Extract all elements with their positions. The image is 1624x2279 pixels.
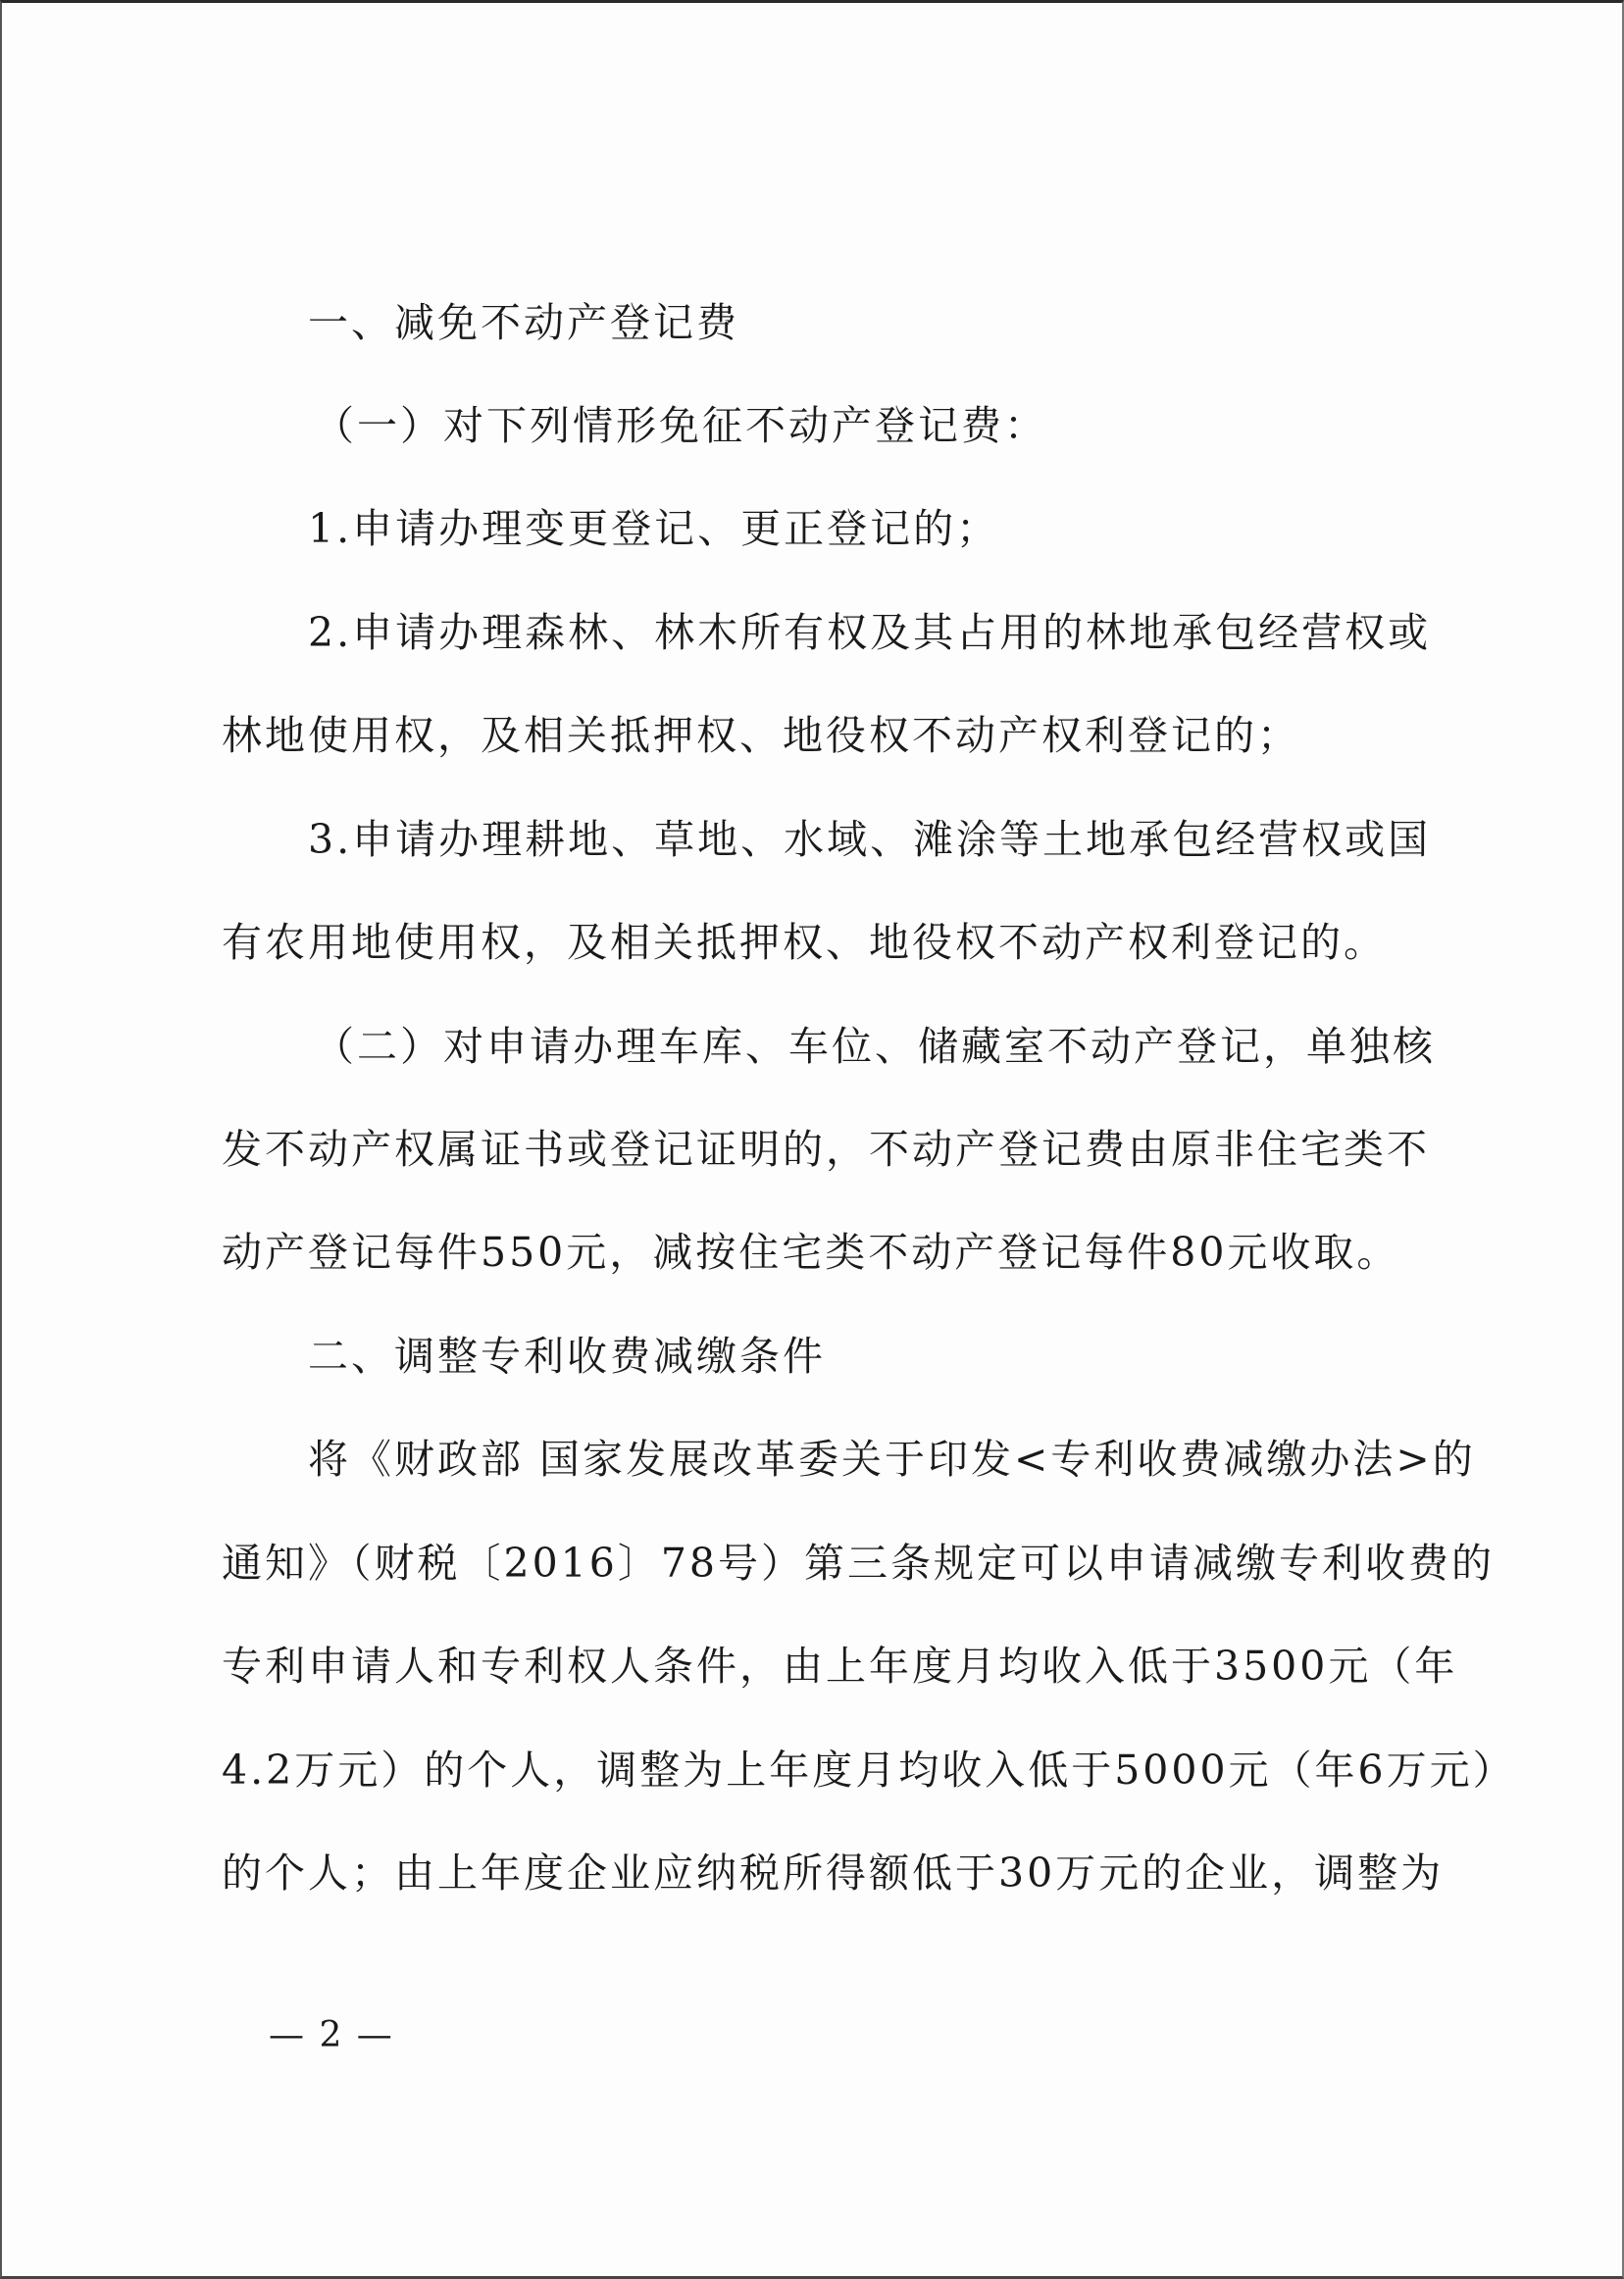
text-line: 2.申请办理森林、林木所有权及其占用的林地承包经营权或 [308, 609, 1432, 656]
text-line: 通知》（财税〔2016〕78号）第三条规定可以申请减缴专利收费的 [222, 1540, 1496, 1587]
text-line: 的个人；由上年度企业应纳税所得额低于30万元的企业，调整为 [222, 1849, 1445, 1897]
text-line: 1.申请办理变更登记、更正登记的； [308, 505, 1000, 552]
page-number: — 2 — [269, 2015, 394, 2055]
text-line: 4.2万元）的个人，调整为上年度月均收入低于5000元（年6万元） [222, 1747, 1516, 1794]
text-line: 发不动产权属证书或登记证明的，不动产登记费由原非住宅类不 [222, 1126, 1430, 1173]
text-line: 有农用地使用权，及相关抵押权、地役权不动产权利登记的。 [222, 919, 1387, 966]
text-line: 动产登记每件550元，减按住宅类不动产登记每件80元收取。 [222, 1229, 1400, 1276]
section-heading-2: 二、调整专利收费减缴条件 [308, 1333, 826, 1380]
subsection-heading-2: （二）对申请办理车库、车位、储藏室不动产登记，单独核 [314, 1023, 1436, 1070]
text-line: 专利申请人和专利权人条件，由上年度月均收入低于3500元（年 [222, 1643, 1458, 1690]
text-line: 林地使用权，及相关抵押权、地役权不动产权利登记的； [222, 712, 1300, 759]
text-line: 3.申请办理耕地、草地、水域、滩涂等土地承包经营权或国 [308, 816, 1432, 863]
text-line: 将《财政部 国家发展改革委关于印发<专利收费减缴办法>的 [308, 1436, 1476, 1483]
section-heading-1: 一、减免不动产登记费 [308, 299, 739, 346]
subsection-heading-1: （一）对下列情形免征不动产登记费： [314, 402, 1047, 449]
